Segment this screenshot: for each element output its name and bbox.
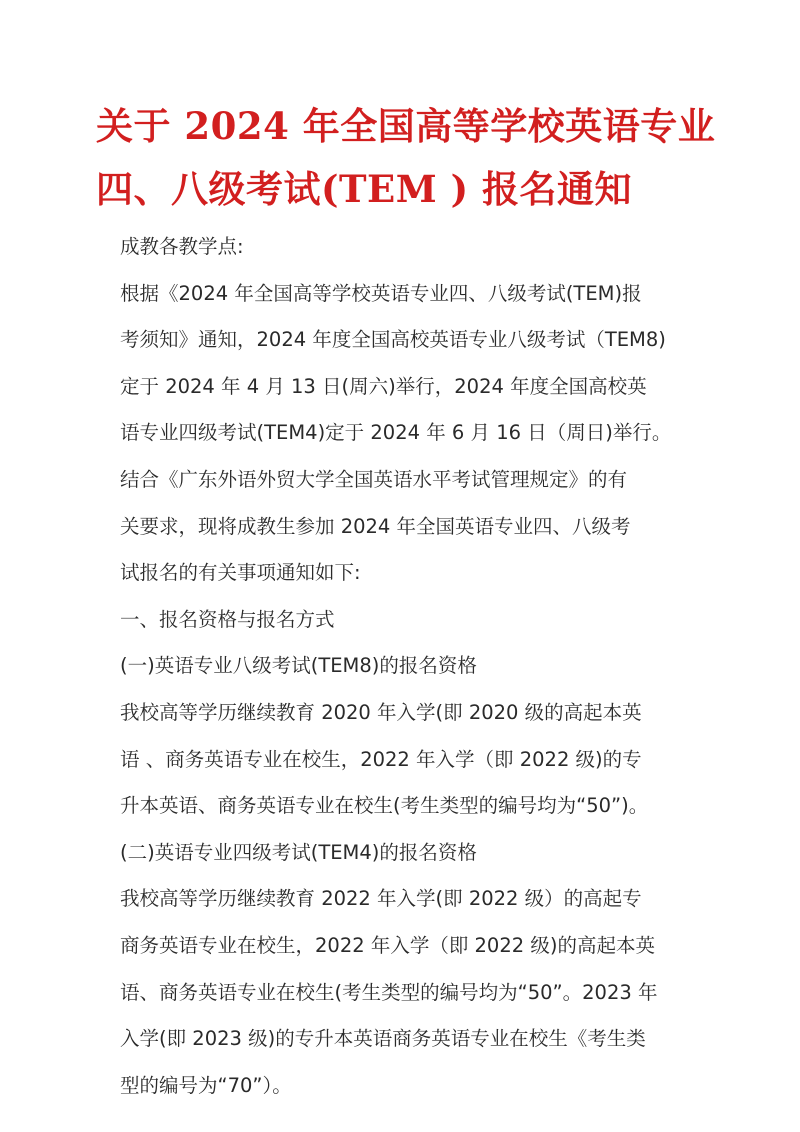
body-text-line: 试报名的有关事项通知如下: xyxy=(120,561,361,585)
body-text-line: 根据《2024 年全国高等学校英语专业四、八级考试(TEM)报 xyxy=(120,281,642,305)
body-text-line: 考须知》通知，2024 年度全国高校英语专业八级考试（TEM8) xyxy=(120,328,666,352)
title-line: 关于 2024 年全国高等学校英语专业 xyxy=(96,104,716,148)
body-text-line: 结合《广东外语外贸大学全国英语水平考试管理规定》的有 xyxy=(120,467,628,491)
body-text-line: 我校高等学历继续教育 2020 年入学(即 2020 级的高起本英 xyxy=(120,700,642,724)
body-text-line: 我校高等学历继续教育 2022 年入学(即 2022 级）的高起专 xyxy=(120,887,642,911)
body-text-line: 型的编号为“70”）。 xyxy=(120,1073,292,1097)
section-heading: 一、报名资格与报名方式 xyxy=(120,607,335,631)
notice-title xyxy=(96,95,716,221)
body-text-line: 入学(即 2023 级)的专升本英语商务英语专业在校生《考生类 xyxy=(120,1027,646,1051)
body-text-line: 语、商务英语专业在校生(考生类型的编号均为“50”。2023 年 xyxy=(120,980,658,1004)
body-text-line: 商务英语专业在校生，2022 年入学（即 2022 级)的高起本英 xyxy=(120,933,655,957)
body-text-line: 关要求，现将成教生参加 2024 年全国英语专业四、八级考 xyxy=(120,514,631,538)
body-text-line: 定于 2024 年 4 月 13 日(周六)举行，2024 年度全国高校英 xyxy=(120,374,647,398)
body-text-line: 语专业四级考试(TEM4)定于 2024 年 6 月 16 日（周日)举行。 xyxy=(120,421,672,445)
body-text-line: 语 、商务英语专业在校生，2022 年入学（即 2022 级)的专 xyxy=(120,747,642,771)
salutation-line: 成教各教学点: xyxy=(120,235,244,258)
body-text-line: 升本英语、商务英语专业在校生(考生类型的编号均为“50”)。 xyxy=(120,794,649,818)
title-line: 四、八级考试(TEM ) 报名通知 xyxy=(96,167,632,211)
subsection-heading: (二)英语专业四级考试(TEM4)的报名资格 xyxy=(120,840,477,864)
notice-body xyxy=(120,224,700,1109)
subsection-heading: (一)英语专业八级考试(TEM8)的报名资格 xyxy=(120,654,477,678)
